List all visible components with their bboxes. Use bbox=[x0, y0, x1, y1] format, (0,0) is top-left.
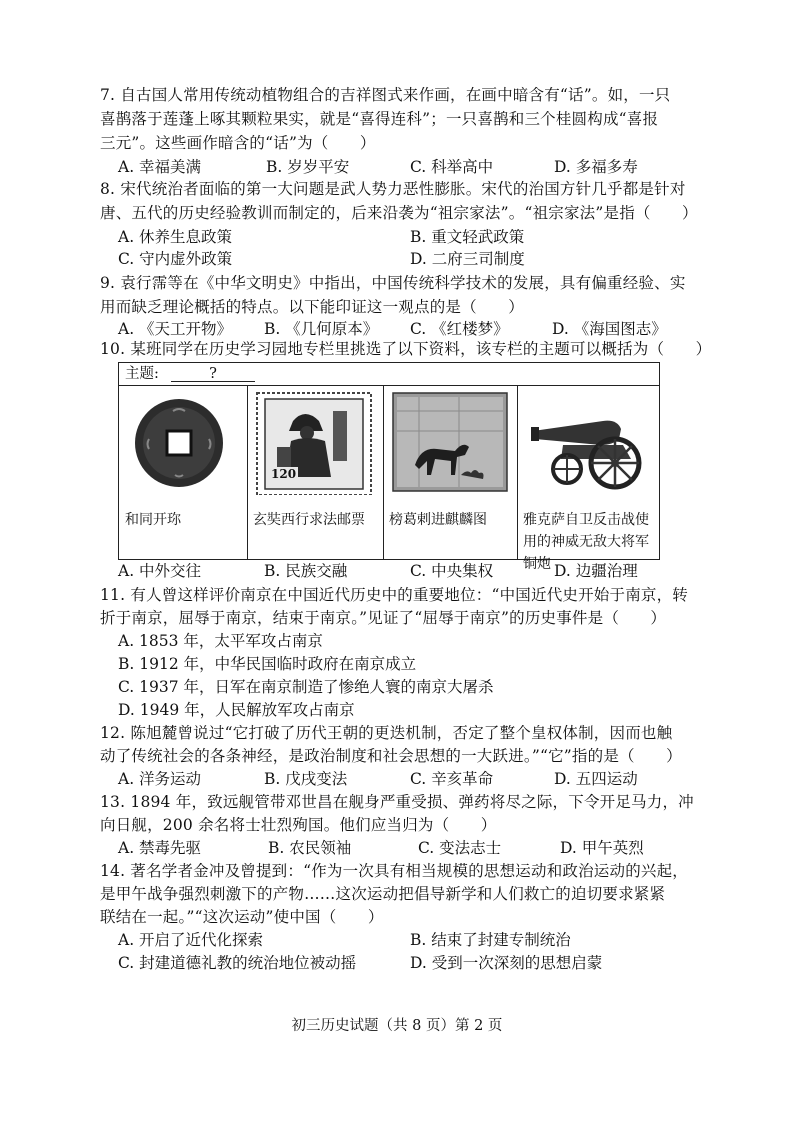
q10-theme-blank[interactable]: ? bbox=[171, 363, 255, 382]
q7-option-c[interactable]: C. 科举高中 bbox=[410, 158, 494, 176]
q7-stem-line-1: 7. 自古国人常用传统动植物组合的吉祥图式来作画，在画中暗含有“话”。如，一只 bbox=[100, 86, 671, 104]
q12-option-a[interactable]: A. 洋务运动 bbox=[118, 770, 202, 788]
q10-theme-label: 主题: bbox=[125, 366, 159, 382]
q11-stem-line-2: 折于南京，屈辱于南京，结束于南京。”见证了“屈辱于南京”的历史事件是（ ） bbox=[100, 609, 667, 627]
q12-option-b[interactable]: B. 戊戌变法 bbox=[264, 770, 348, 788]
q11-option-a[interactable]: A. 1853 年，太平军攻占南京 bbox=[118, 632, 323, 650]
q12-option-c[interactable]: C. 辛亥革命 bbox=[410, 770, 494, 788]
q9-option-b[interactable]: B. 《几何原本》 bbox=[264, 320, 379, 338]
q7-stem-line-3: 三元”。这些画作暗含的“话”为（ ） bbox=[100, 134, 376, 152]
q7-option-b[interactable]: B. 岁岁平安 bbox=[266, 158, 350, 176]
q8-options-row-1 bbox=[118, 226, 678, 248]
q13-stem-line-1: 13. 1894 年，致远舰管带邓世昌在舰身严重受损、弹药将尽之际，下令开足马力，冲 bbox=[100, 793, 694, 811]
q8-stem-line-1: 8. 宋代统治者面临的第一大问题是武人势力恶性膨胀。宋代的治国方针几乎都是针对 bbox=[100, 180, 686, 198]
q13-option-c[interactable]: C. 变法志士 bbox=[418, 839, 502, 857]
q8-option-d[interactable]: D. 二府三司制度 bbox=[410, 250, 525, 268]
q13-options bbox=[118, 837, 678, 859]
q10-stamp-value: 120 bbox=[271, 467, 297, 481]
q14-option-a[interactable]: A. 开启了近代化探索 bbox=[118, 931, 264, 949]
q14-option-b[interactable]: B. 结束了封建专制统治 bbox=[410, 931, 571, 949]
page-footer: 初三历史试题（共 8 页）第 2 页 bbox=[291, 1018, 503, 1034]
q9-stem-line-1: 9. 袁行霈等在《中华文明史》中指出，中国传统科学技术的发展，具有偏重经验、实 bbox=[100, 274, 686, 292]
q9-option-d[interactable]: D. 《海国图志》 bbox=[552, 320, 667, 338]
q14-option-d[interactable]: D. 受到一次深刻的思想启蒙 bbox=[410, 954, 603, 972]
q11-option-c[interactable]: C. 1937 年，日军在南京制造了惨绝人寰的南京大屠杀 bbox=[118, 678, 494, 696]
q10-cell-coin bbox=[119, 385, 248, 559]
q10-cell-painting bbox=[383, 385, 518, 559]
q14-options-row-1 bbox=[118, 929, 678, 951]
q8-option-b[interactable]: B. 重文轻武政策 bbox=[410, 228, 525, 246]
q8-option-a[interactable]: A. 休养生息政策 bbox=[118, 228, 233, 246]
q10-cell-stamp bbox=[247, 385, 384, 559]
cannon-icon bbox=[523, 391, 653, 491]
q10-options bbox=[118, 560, 678, 582]
q14-options-row-2 bbox=[118, 952, 678, 974]
q14-stem-line-2: 是甲午战争强烈刺激下的产物……这次运动把倡导新学和人们救亡的迫切要求紧紧 bbox=[100, 885, 666, 903]
q13-stem-line-2: 向日舰，200 余名将士壮烈殉国。他们应当归为（ ） bbox=[100, 816, 497, 834]
q7-options bbox=[118, 156, 678, 178]
q13-option-a[interactable]: A. 禁毒先驱 bbox=[118, 839, 202, 857]
painting-icon bbox=[389, 391, 511, 491]
q10-theme-row bbox=[119, 363, 659, 386]
q8-option-c[interactable]: C. 守内虚外政策 bbox=[118, 250, 233, 268]
q10-caption-coin: 和同开珎 bbox=[125, 512, 181, 528]
q14-option-c[interactable]: C. 封建道德礼教的统治地位被动摇 bbox=[118, 954, 357, 972]
q14-stem-line-3: 联结在一起。”“这次运动”使中国（ ） bbox=[100, 908, 384, 926]
q12-option-d[interactable]: D. 五四运动 bbox=[554, 770, 638, 788]
q14-stem-line-1: 14. 著名学者金冲及曾提到：“作为一次具有相当规模的思想运动和政治运动的兴起， bbox=[100, 862, 689, 880]
q9-options bbox=[118, 318, 678, 340]
q7-option-d[interactable]: D. 多福多寿 bbox=[554, 158, 638, 176]
q10-caption-painting: 榜葛剌进麒麟图 bbox=[389, 512, 487, 528]
q10-option-a[interactable]: A. 中外交往 bbox=[118, 562, 202, 580]
q10-option-b[interactable]: B. 民族交融 bbox=[264, 562, 348, 580]
q11-option-b[interactable]: B. 1912 年，中华民国临时政府在南京成立 bbox=[118, 655, 417, 673]
q11-stem-line-1: 11. 有人曾这样评价南京在中国近代历史中的重要地位：“中国近代史开始于南京，转 bbox=[100, 586, 689, 604]
q9-option-a[interactable]: A. 《天工开物》 bbox=[118, 320, 233, 338]
q7-stem-line-2: 喜鹊落于莲蓬上啄其颗粒果实，就是“喜得连科”；一只喜鹊和三个桂圆构成“喜报 bbox=[100, 110, 659, 128]
q10-option-d[interactable]: D. 边疆治理 bbox=[554, 562, 638, 580]
q10-stem-line-1: 10. 某班同学在历史学习园地专栏里挑选了以下资料，该专栏的主题可以概括为（ ） bbox=[100, 340, 712, 358]
q12-stem-line-1: 12. 陈旭麓曾说过“它打破了历代王朝的更迭机制，否定了整个皇权体制，因而也触 bbox=[100, 724, 673, 742]
q9-option-c[interactable]: C. 《红楼梦》 bbox=[410, 320, 509, 338]
q10-caption-cannon: 雅克萨自卫反击战使用的神威无敌大将军铜炮 bbox=[523, 512, 649, 572]
q12-stem-line-2: 动了传统社会的各条神经，是政治制度和社会思想的一大跃进。”“它”指的是（ ） bbox=[100, 747, 682, 765]
q10-option-c[interactable]: C. 中央集权 bbox=[410, 562, 494, 580]
q10-caption-stamp: 玄奘西行求法邮票 bbox=[253, 512, 365, 528]
q7-option-a[interactable]: A. 幸福美满 bbox=[118, 158, 202, 176]
q12-options bbox=[118, 768, 678, 790]
q8-options-row-2 bbox=[118, 248, 678, 270]
q13-option-d[interactable]: D. 甲午英烈 bbox=[560, 839, 644, 857]
q8-stem-line-2: 唐、五代的历史经验教训而制定的，后来沿袭为“祖宗家法”。“祖宗家法”是指（ ） bbox=[100, 204, 698, 222]
q11-option-d[interactable]: D. 1949 年，人民解放军攻占南京 bbox=[118, 701, 355, 719]
q13-option-b[interactable]: B. 农民领袖 bbox=[268, 839, 352, 857]
coin-icon bbox=[125, 391, 241, 491]
q9-stem-line-2: 用而缺乏理论概括的特点。以下能印证这一观点的是（ ） bbox=[100, 298, 524, 316]
